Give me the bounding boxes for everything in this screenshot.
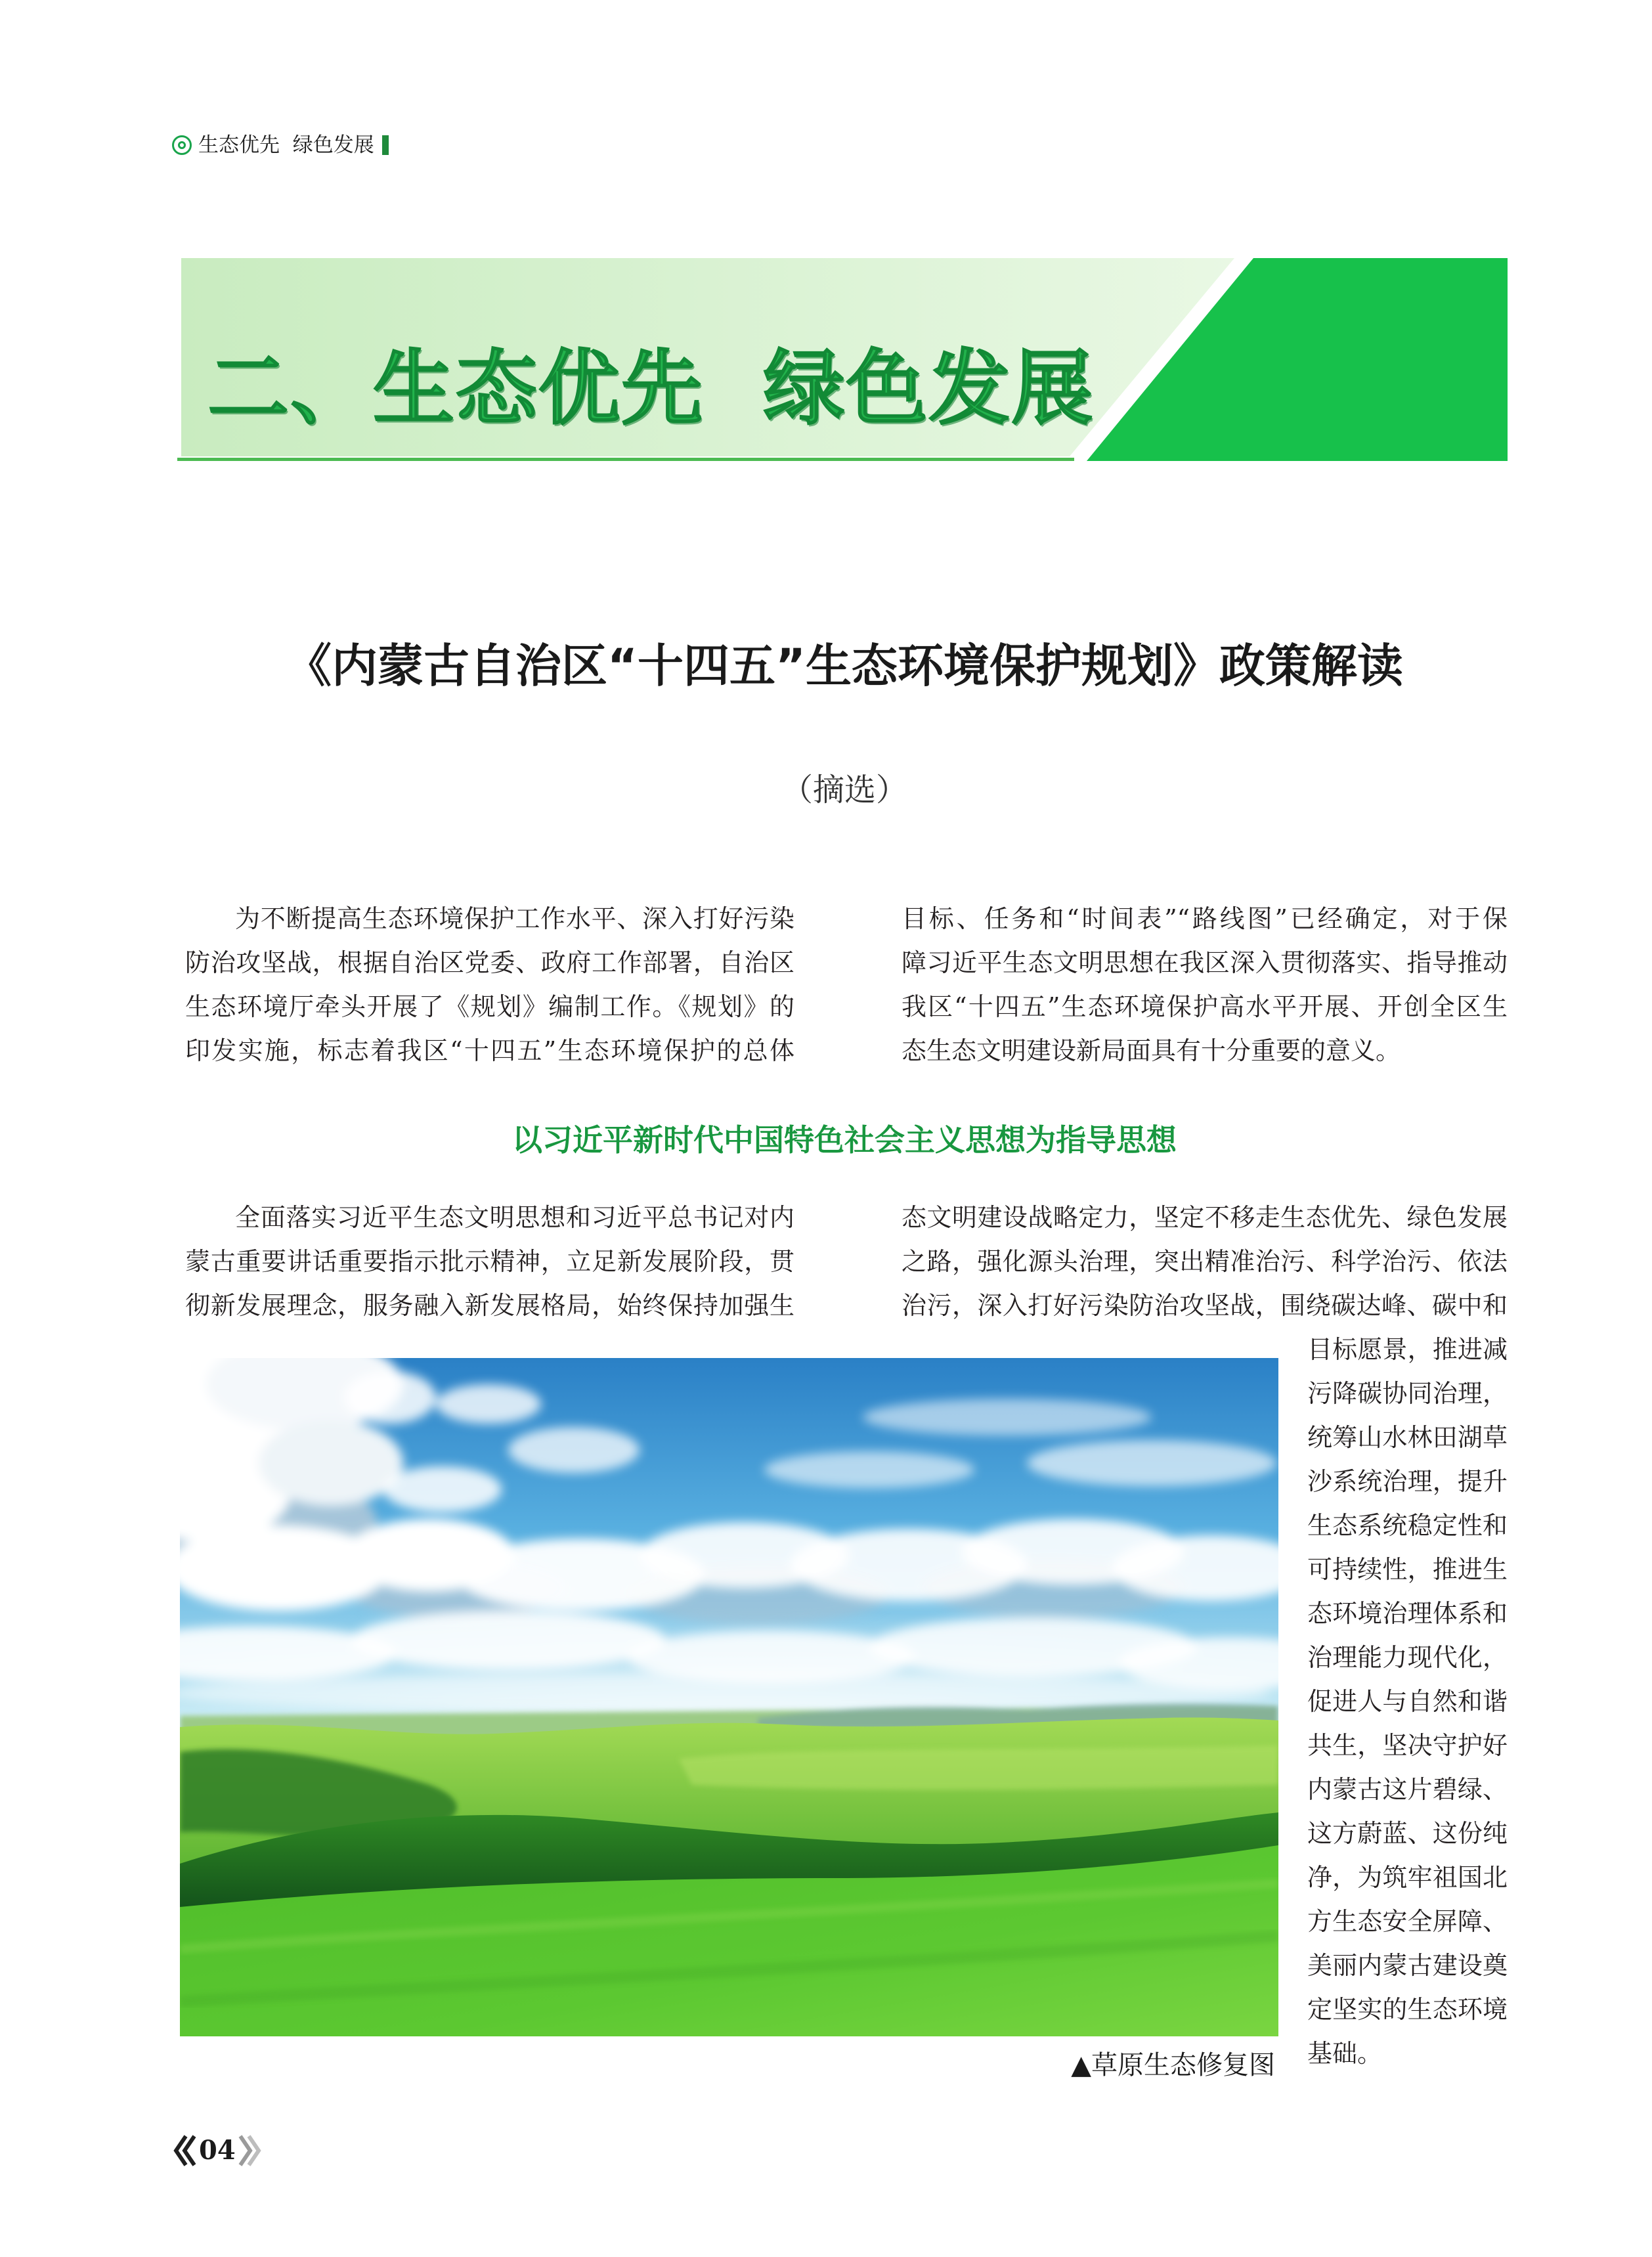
section-right-line: 态文明建设战略定力，坚定不移走生态优先、绿色发展 (902, 1203, 1508, 1232)
side-line: 净，为筑牢祖国北 (1307, 1863, 1508, 1892)
section-right-column (902, 1196, 1508, 1328)
intro-left-line: 印发实施，标志着我区“十四五”生态环境保护的总体 (185, 1036, 794, 1065)
intro-left-column (185, 897, 794, 1073)
page-number (173, 2132, 262, 2169)
grassland-photo (180, 1358, 1278, 2036)
double-chevron-left-icon (173, 2134, 196, 2168)
rolling-hills (180, 1717, 1278, 2036)
article-subtitle: （摘选） (781, 772, 907, 808)
intro-right-line: 目标、任务和“时间表”“路线图”已经确定，对于保 (902, 904, 1508, 933)
side-line: 污降碳协同治理， (1307, 1379, 1508, 1408)
side-line: 目标愿景，推进减 (1307, 1335, 1508, 1364)
side-line: 可持续性，推进生 (1307, 1555, 1508, 1584)
side-line: 方生态安全屏障、 (1307, 1907, 1508, 1936)
section-left-line: 全面落实习近平生态文明思想和习近平总书记对内 (235, 1203, 794, 1232)
page-number-value: 04 (199, 2135, 236, 2166)
section-left-line: 蒙古重要讲话重要指示批示精神，立足新发展阶段，贯 (185, 1247, 794, 1276)
side-line: 生态系统稳定性和 (1307, 1511, 1508, 1540)
intro-left-line: 为不断提高生态环境保护工作水平、深入打好污染 (235, 904, 794, 933)
double-circle-icon (172, 135, 192, 155)
section-left-line: 彻新发展理念，服务融入新发展格局，始终保持加强生 (185, 1291, 794, 1320)
section-header (172, 133, 389, 157)
intro-right-line: 态生态文明建设新局面具有十分重要的意义。 (902, 1036, 1401, 1065)
section-banner-title: 二、生态优先 绿色发展 (207, 341, 1095, 436)
intro-right-line: 障习近平生态文明思想在我区深入贯彻落实、指导推动 (902, 948, 1508, 977)
section-right-line: 之路，强化源头治理，突出精准治污、科学治污、依法 (902, 1247, 1508, 1276)
section-header-label: 生态优先 绿色发展 (198, 133, 374, 157)
banner-underline (177, 458, 1074, 461)
article-title: 《内蒙古自治区“十四五”生态环境保护规划》政策解读 (285, 639, 1403, 693)
side-line: 这方蔚蓝、这份纯 (1307, 1819, 1508, 1848)
intro-left-line: 防治攻坚战，根据自治区党委、政府工作部署，自治区 (185, 948, 794, 977)
side-line: 内蒙古这片碧绿、 (1307, 1775, 1508, 1804)
side-line: 统筹山水林田湖草 (1307, 1423, 1508, 1452)
section-right-line: 治污，深入打好污染防治攻坚战，围绕碳达峰、碳中和 (902, 1291, 1508, 1320)
side-line: 沙系统治理，提升 (1307, 1467, 1508, 1496)
side-line: 促进人与自然和谐 (1307, 1687, 1508, 1716)
side-line: 定坚实的生态环境 (1307, 1995, 1508, 2024)
intro-right-line: 我区“十四五”生态环境保护高水平开展、开创全区生 (902, 992, 1508, 1021)
double-chevron-right-icon (238, 2134, 262, 2168)
intro-left-line: 生态环境厅牵头开展了《规划》编制工作。《规划》的 (185, 992, 794, 1021)
grassland-illustration (180, 1358, 1278, 2036)
section-heading: 以习近平新时代中国特色社会主义思想为指导思想 (512, 1122, 1177, 1158)
intro-right-column (902, 897, 1508, 1073)
section-bar-icon (382, 135, 389, 155)
figure-caption: ▲草原生态修复图 (1071, 2050, 1275, 2080)
side-line: 基础。 (1307, 2039, 1383, 2068)
side-line: 治理能力现代化， (1307, 1643, 1508, 1672)
section-left-column (185, 1196, 794, 1328)
side-line: 共生，坚决守护好 (1307, 1731, 1508, 1760)
side-line: 态环境治理体系和 (1307, 1599, 1508, 1628)
side-line: 美丽内蒙古建设奠 (1307, 1951, 1508, 1980)
section-side-column (1307, 1328, 1508, 2076)
